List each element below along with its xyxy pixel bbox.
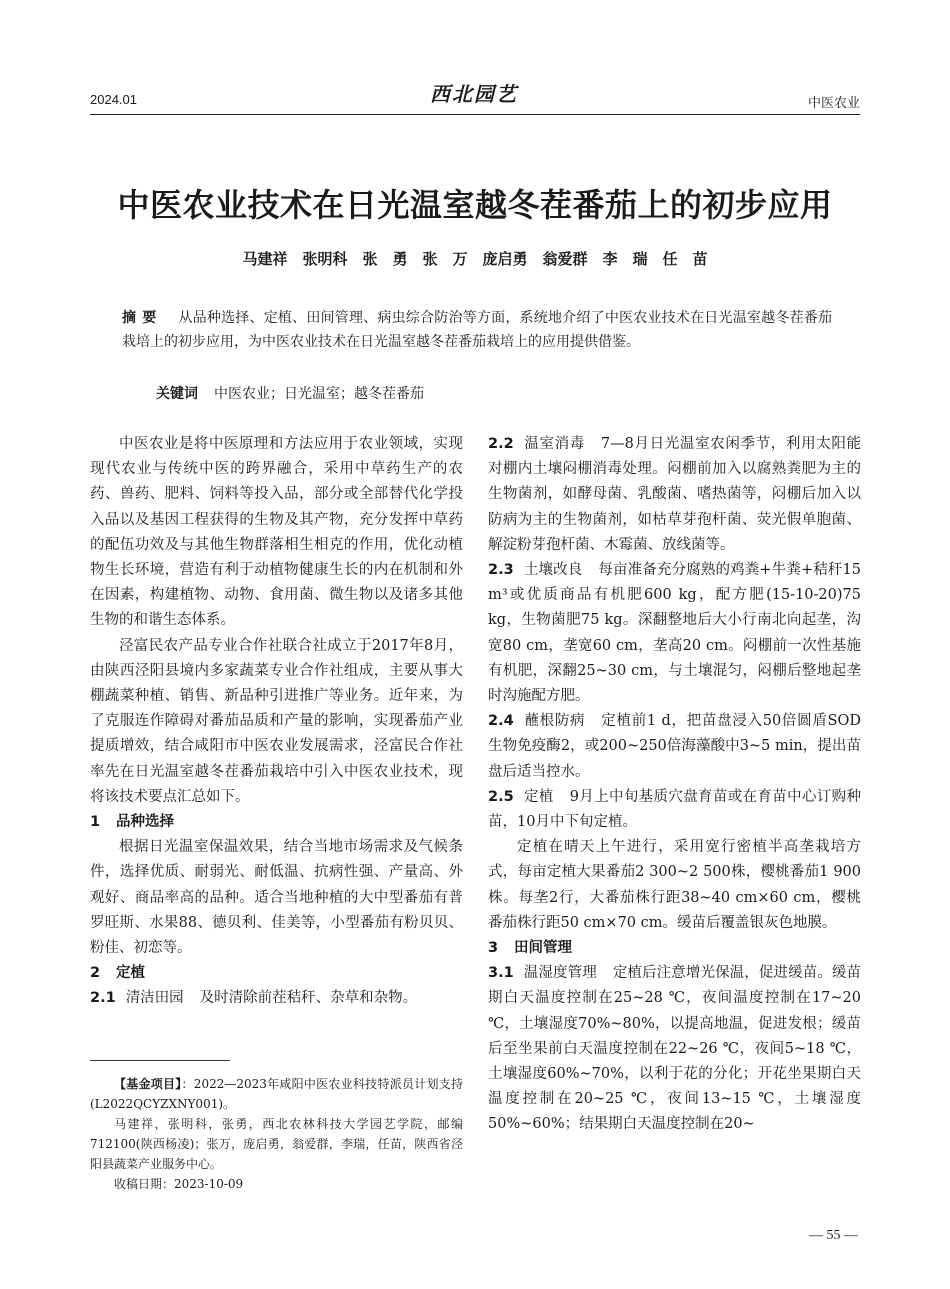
subsection-text: 定植后注意增光保温，促进缓苗。缓苗期白天温度控制在25~28 ℃，夜间温度控制在17~20 ℃，土壤湿度70%~80%，以提高地温，促进发根；缓苗后至坐果前白天温度控制在22~26 ℃，夜间5~18 ℃，土壤湿度60%~70%，以利于花的分化；开花坐果期白天温度控制在20~25 ℃，夜间13~15 ℃，土壤湿度50%~60%；结果期白天温度控制在20~ <box>488 965 862 1133</box>
left-column <box>90 432 463 1012</box>
subsection-text: 定植前1 d，把苗盘浸入50倍圆盾SOD生物免疫酶2，或200~250倍海藻酸中3~5 min，提出苗盘后适当控水。 <box>488 713 862 780</box>
subsection-number: 2.3 <box>488 562 514 579</box>
received-date: 收稿日期：2023-10-09 <box>114 1177 244 1191</box>
section-1-heading <box>90 810 463 835</box>
subsection-text: 及时清除前茬秸秆、杂草和杂物。 <box>199 990 418 1007</box>
section-2-5-paragraph-2: 定植在晴天上午进行，采用宽行密植半高垄栽培方式，每亩定植大果番茄2 300~2 500株，樱桃番茄1 900株。每垄2行，大番茄株行距38~40 cm×60 cm，樱桃番茄株行距50 cm×70 cm。缓苗后覆盖银灰色地膜。 <box>488 839 861 931</box>
section-2-4 <box>488 709 861 785</box>
subsection-number: 2.1 <box>90 990 116 1007</box>
subsection-title: 土壤改良 <box>523 562 583 579</box>
subsection-number: 2.2 <box>488 436 514 452</box>
author-list: 马建祥 张明科 张 勇 张 万 庞启勇 翁爱群 李 瑞 任 苗 <box>242 250 708 268</box>
keywords <box>156 382 836 406</box>
subsection-text: 每亩准备充分腐熟的鸡粪+牛粪+秸秆15 m³或优质商品有机肥600 kg，配方肥(15-10-20)75 kg，生物菌肥75 kg。深翻整地后大小行南北向起垄，沟宽80 cm，垄宽60 cm，垄高20 cm。闷棚前一次性基施有机肥，深翻25~30 cm，与土壤混匀，闷棚后整地起垄时沟施配方肥。 <box>488 562 862 705</box>
journal-logo: 西北园艺 <box>430 82 518 106</box>
footnote-rule <box>90 1060 230 1061</box>
section-number: 1 <box>90 814 101 831</box>
footnote <box>90 1074 463 1194</box>
section-number: 3 <box>488 940 499 957</box>
intro-paragraph-2: 泾富民农产品专业合作社联合社成立于2017年8月，由陕西泾阳县境内多家蔬菜专业合作社组成，主要从事大棚蔬菜种植、销售、新品种引进推广等业务。近年来，为了克服连作障碍对番茄品质和产量的影响，实现番茄产业提质增效，结合咸阳市中医农业发展需求，泾富民合作社率先在日光温室越冬茬番茄栽培中引入中医农业技术，现将该技术要点汇总如下。 <box>90 637 463 805</box>
fund-text: ：2022—2023年咸阳中医农业科技特派员计划支持(L2022QCYZXNY001)。 <box>90 1077 463 1111</box>
subsection-title: 温室消毒 <box>523 436 585 452</box>
keywords-text: 中医农业；日光温室；越冬茬番茄 <box>214 386 424 402</box>
right-column <box>488 432 861 1138</box>
subsection-title: 蘸根防病 <box>523 713 586 730</box>
subsection-title: 清洁田园 <box>125 990 184 1007</box>
section-title: 定植 <box>116 965 145 982</box>
page-number: — 55 — <box>809 1228 858 1243</box>
subsection-number: 2.5 <box>488 788 514 805</box>
abstract-label: 摘要 <box>122 310 163 326</box>
header-rule <box>90 114 860 115</box>
section-1-text: 根据日光温室保温效果，结合当地市场需求及气候条件，选择优质、耐弱光、耐低温、抗病性强、产量高、外观好、商品率高的品种。适合当地种植的大中型番茄有普罗旺斯、水果88、德贝利、佳美等，小型番茄有粉贝贝、粉佳、初恋等。 <box>90 839 463 957</box>
intro-paragraph-1: 中医农业是将中医原理和方法应用于农业领域，实现现代农业与传统中医的跨界融合，采用中草药生产的农药、兽药、肥料、饲料等投入品，部分或全部替代化学投入品以及基因工程获得的生物及其产物，充分发挥中草药的配伍功效及与其他生物群落相生相克的作用，优化动植物生长环境，营造有利于动植物健康生长的内在机制和外在因素，构建植物、动物、食用菌、微生物以及诸多其他生物的和谐生态体系。 <box>90 436 463 629</box>
section-2-heading <box>90 961 463 986</box>
section-3-1 <box>488 961 861 1137</box>
section-number: 2 <box>90 965 101 982</box>
section-2-3 <box>488 558 861 709</box>
subsection-title: 定植 <box>523 788 554 805</box>
subsection-number: 2.4 <box>488 713 514 730</box>
subsection-text: 9月上中旬基质穴盘育苗或在育苗中心订购种苗，10月中下旬定植。 <box>488 788 862 831</box>
subsection-text: 7—8月日光温室农闲季节，利用太阳能对棚内土壤闷棚消毒处理。闷棚前加入以腐熟粪肥为主的生物菌剂，如酵母菌、乳酸菌、嗜热菌等，闷棚后加入以防病为主的生物菌剂，如枯草芽孢杆菌、荧光假单胞菌、解淀粉芽孢杆菌、木霉菌、放线菌等。 <box>488 436 862 553</box>
subsection-title: 温湿度管理 <box>523 965 597 982</box>
section-2-5 <box>488 785 861 835</box>
fund-label: 【基金项目】 <box>114 1077 182 1091</box>
section-2-1 <box>90 986 463 1011</box>
abstract <box>122 306 832 354</box>
section-title: 田间管理 <box>514 940 572 957</box>
section-3-heading <box>488 936 861 961</box>
author-affiliations: 马建祥，张明科，张勇，西北农林科技大学园艺学院，邮编712100(陕西杨凌)；张万，庞启勇，翁爱群，李瑞，任苗，陕西省泾阳县蔬菜产业服务中心。 <box>90 1117 463 1171</box>
section-name: 中医农业 <box>807 96 860 111</box>
subsection-number: 3.1 <box>488 965 514 982</box>
issue-date: 2024.01 <box>90 92 137 107</box>
section-2-2 <box>488 432 861 558</box>
article-title: 中医农业技术在日光温室越冬茬番茄上的初步应用 <box>117 186 833 224</box>
abstract-text: 从品种选择、定植、田间管理、病虫综合防治等方面，系统地介绍了中医农业技术在日光温室越冬茬番茄栽培上的初步应用，为中医农业技术在日光温室越冬茬番茄栽培上的应用提供借鉴。 <box>122 310 833 350</box>
keywords-label: 关键词 <box>156 386 198 402</box>
section-title: 品种选择 <box>116 814 174 831</box>
